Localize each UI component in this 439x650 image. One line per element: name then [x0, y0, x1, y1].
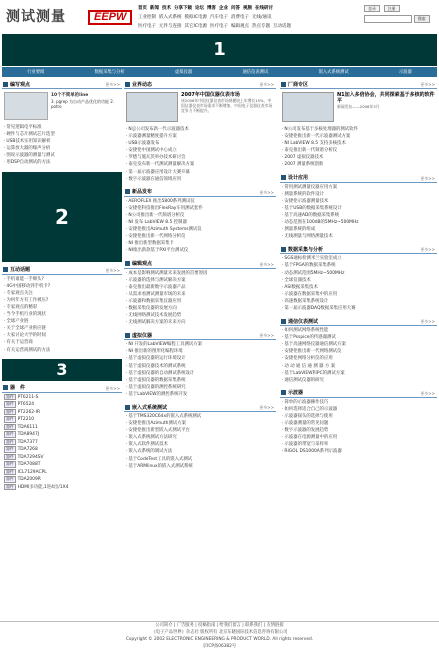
list-item[interactable]: · 基于ARMlinux的嵌入式测试系统 [126, 463, 274, 470]
nav-link[interactable]: 其它IC电源 [184, 24, 207, 29]
list-item[interactable]: · 无线网络测试技术发展趋势 [126, 312, 274, 319]
list-item[interactable]: · USB示波器发布 [126, 140, 274, 147]
footer-copyright-cn: 《电子产品世界》杂志社 版权所有 北京东晓国际技术信息咨询有限公司 [151, 630, 288, 635]
list-item[interactable]: · 动态测试范围5MHz~500MHz [282, 270, 435, 277]
list-item[interactable]: · 关于全球产业供应链 [4, 325, 120, 332]
list-item[interactable]: · 4G中国移动到手机卡? [4, 283, 120, 290]
login-button[interactable]: 登录 [364, 5, 380, 12]
products-section [124, 188, 276, 256]
list-item[interactable]: · 示波器测量的常见问题 [282, 420, 435, 427]
section-icon [125, 189, 130, 194]
focus-section [280, 80, 437, 170]
list-item[interactable]: · 手机谁能一手爆头? [4, 276, 120, 283]
more-link[interactable]: 更多>> [259, 82, 274, 87]
section-icon [281, 390, 286, 395]
nav-link[interactable]: 编辑观点 [230, 24, 249, 29]
category-link[interactable]: 行业要闻 [27, 70, 45, 75]
list-item[interactable]: · 泰克推出最新数字示波器产品 [126, 284, 274, 291]
more-link[interactable]: 更多>> [259, 189, 274, 195]
list-item[interactable]: · 安捷伦示波器测量技术 [282, 198, 435, 205]
list-item[interactable]: · 安捷伦推出Azimuth测试方案 [126, 420, 274, 427]
interact-title: 互动话题 [10, 267, 31, 274]
part-name[interactable]: PT2262-IR [17, 409, 41, 415]
nav-link[interactable]: 汽车电子 [209, 15, 228, 20]
products-list [124, 197, 276, 256]
more-link[interactable]: 更多>> [259, 333, 274, 339]
editor-section [2, 80, 122, 168]
list-item[interactable]: · 安捷伦推出Azimuth Systems测试仪 [126, 226, 274, 233]
focus-feature-image[interactable] [282, 92, 334, 122]
list-item[interactable]: · 用DSP自动测试的方法 [4, 159, 120, 166]
part-tag-icon: 器件 [6, 431, 14, 437]
products-title: 新品发布 [132, 189, 153, 196]
list-item[interactable]: · 安捷伦推出新型嵌入式测试平台 [126, 427, 274, 434]
focus-title: 厂商专区 [288, 81, 309, 88]
list-item[interactable]: · 如何测试网络系统性能 [282, 327, 435, 334]
ad-banner-2[interactable]: 2 [2, 172, 122, 262]
category-link[interactable]: 示波器 [398, 70, 412, 75]
list-item[interactable]: · 数字示波器的发展趋势 [282, 427, 435, 434]
search-button[interactable]: 搜索 [414, 15, 430, 23]
nav-link[interactable]: 医疗电子 [138, 24, 156, 29]
list-item[interactable]: · 基于高速网络仪器通信测试方案 [282, 341, 435, 348]
list-item[interactable]: · 安捷伦网络分析仪的应用 [282, 355, 435, 362]
part-tag-icon: 器件 [6, 416, 14, 422]
parts-title: 器 件 [10, 385, 26, 392]
part-tag-icon: 器件 [6, 468, 14, 474]
list-item[interactable]: · 示波器测量精度提升方案 [126, 133, 274, 140]
list-item[interactable]: · N总公司发布新一代示波器技术 [126, 126, 274, 133]
list-item[interactable]: · NI 发布 LabVIEW 8.5 控制器 [126, 219, 274, 226]
part-tag-icon: 器件 [6, 401, 14, 407]
middle-column [124, 80, 276, 475]
nav-link[interactable]: 新闻 [150, 6, 159, 11]
design-list [280, 183, 437, 242]
part-name[interactable]: TDA7294SV [17, 454, 44, 460]
list-item[interactable]: · NI 推出新的图形化编程环境 [126, 348, 274, 355]
footer-icp: 京ICP备06382号 [202, 644, 237, 649]
list-item[interactable]: · 示波器和数据采集仪器应用 [126, 298, 274, 305]
part-item[interactable] [4, 431, 120, 439]
part-tag-icon: 器件 [6, 461, 14, 467]
list-item[interactable]: · 安捷伦推出新一代示波器测试方案 [282, 133, 435, 140]
part-tag-icon: 器件 [6, 453, 14, 459]
part-tag-icon: 器件 [6, 446, 14, 452]
top-nav-row-3 [138, 22, 356, 31]
list-item[interactable]: · 从需求看测试测量市场的未来 [126, 291, 274, 298]
list-item[interactable]: · 第一届示波器应用设计大赛开幕 [126, 169, 274, 176]
scope-section [280, 389, 437, 457]
views-list [124, 269, 276, 328]
register-button[interactable]: 注册 [384, 5, 400, 12]
list-item[interactable]: · 嵌入式系统的调试方法 [126, 448, 274, 455]
header-tools [364, 5, 434, 23]
part-name[interactable]: TDA6111 [17, 424, 38, 430]
hot-section [124, 80, 276, 184]
part-name[interactable]: TDA7088T [17, 462, 41, 468]
list-item[interactable]: · 示波器在电源测量中的应用 [282, 434, 435, 441]
focus-feature-title[interactable]: N1加入多倍协会，共同探索基于多核的软件平 [337, 92, 435, 104]
focus-feature[interactable] [282, 92, 435, 122]
list-item[interactable]: · SGS通标检测米兰实验室成立 [282, 255, 435, 262]
hot-header [124, 80, 276, 89]
list-item[interactable]: · 基于虚拟仪器的自动测试系统设计 [126, 370, 274, 377]
list-item[interactable]: · ASI数据采集技术 [282, 284, 435, 291]
editor-list [2, 123, 122, 168]
part-item[interactable] [4, 476, 120, 484]
design-header [280, 174, 437, 183]
more-link[interactable]: 更多>> [420, 82, 435, 87]
list-item[interactable]: · 常用测试测量仪器应用方案 [282, 184, 435, 191]
nav-link[interactable]: 热点专题 [251, 24, 270, 29]
nav-link[interactable]: 工业控制 [138, 15, 156, 20]
network-header [280, 317, 437, 326]
list-item[interactable]: · 示波器探头的选择与使用 [282, 413, 435, 420]
part-item[interactable] [4, 401, 120, 409]
list-item[interactable]: · 示波器的选择与测试解决方案 [126, 277, 274, 284]
part-item[interactable] [4, 461, 120, 469]
interact-section [2, 266, 122, 355]
list-item[interactable]: · 嵌入式软件测试技术 [126, 441, 274, 448]
hot-list [124, 125, 276, 184]
nav-link[interactable]: 首页 [138, 6, 147, 11]
hot-feature-desc: 该2006年中国仪器仪表市场规模较上年增长15%，中国仪器仪表市场需求不断增加，中国电子仪器仪表市场竞争力不断提升。 [181, 98, 273, 113]
part-name[interactable]: PT6524 [17, 402, 35, 408]
nav-link[interactable]: 互动话题 [272, 24, 291, 29]
daq-header [280, 245, 437, 254]
list-item[interactable]: · USB技术实用知识解析 [4, 138, 120, 145]
editor-feature[interactable] [4, 92, 120, 120]
search-input[interactable] [364, 15, 412, 23]
views-section [124, 260, 276, 328]
list-item[interactable]: · 基于虚拟仪器的运行环境设计 [126, 355, 274, 362]
scope-title: 示波器 [288, 390, 304, 397]
virtual-list [124, 340, 276, 399]
list-item[interactable]: · 安捷伦中国测试中心成立 [126, 147, 274, 154]
more-link[interactable]: 更多>> [420, 247, 435, 253]
list-item[interactable]: · 全球仪器技术 [282, 277, 435, 284]
nav-link[interactable]: 企业 [219, 6, 228, 11]
list-item[interactable]: · 泰克发布新一代测试测量解决方案 [126, 161, 274, 168]
category-link[interactable]: 嵌入式系统测试 [318, 70, 349, 75]
section-icon [3, 267, 8, 272]
virtual-title: 虚拟仪器 [132, 332, 153, 339]
part-name[interactable]: PT6211-S [17, 394, 39, 400]
list-item[interactable]: · N公司推出新一代频谱分析仪 [126, 212, 274, 219]
part-item[interactable] [4, 409, 120, 417]
virtual-section [124, 331, 276, 399]
nav-link[interactable]: 模拟IC电源 [184, 15, 207, 20]
part-item[interactable] [4, 484, 120, 492]
list-item[interactable]: · 无线测量与网络测量技术 [282, 233, 435, 240]
section-icon [281, 175, 286, 180]
top-nav [138, 4, 356, 31]
part-tag-icon: 器件 [6, 408, 14, 414]
section-icon [3, 385, 8, 390]
interact-list [2, 275, 122, 355]
part-tag-icon: 器件 [6, 476, 14, 482]
list-item[interactable]: · 硬件与芯片测试芯片选型 [4, 131, 120, 138]
section-icon [281, 247, 286, 252]
part-tag-icon: 器件 [6, 423, 14, 429]
part-item[interactable] [4, 394, 120, 402]
list-item[interactable]: · 基于TMS320C64x的嵌入式系统测试 [126, 413, 274, 420]
network-title: 通信仪表测试 [288, 318, 319, 325]
right-column [280, 80, 437, 461]
category-bar [2, 67, 437, 77]
list-item[interactable]: · 第一届示波器DAQ数据采集应用大赛 [282, 305, 435, 312]
hot-feature-image[interactable] [126, 92, 178, 122]
list-item[interactable]: · 数据采集仪器的发展方向 [126, 305, 274, 312]
list-item[interactable]: · 安捷伦推出新一代网络测试仪 [282, 348, 435, 355]
list-item[interactable]: · 泰克推出新一代频谱分析仪 [282, 147, 435, 154]
nav-link[interactable]: 医疗电子 [209, 24, 228, 29]
part-tag-icon: 器件 [6, 438, 14, 444]
list-item[interactable]: · NI LabVIEW 8.5 支持多核技术 [282, 140, 435, 147]
left-column [2, 80, 122, 496]
ad-banner-3[interactable]: 3 [2, 359, 122, 381]
design-title: 设计应用 [288, 175, 309, 182]
list-item[interactable]: · 常见逻辑电平标准 [4, 124, 120, 131]
list-item[interactable]: · 当今手机行业的现状 [4, 311, 120, 318]
embedded-section [124, 403, 276, 471]
more-link[interactable]: 更多>> [105, 267, 120, 273]
more-link[interactable]: 更多>> [420, 319, 435, 325]
embedded-header [124, 403, 276, 412]
section-icon [125, 261, 130, 266]
section-icon [125, 405, 130, 410]
list-item[interactable]: · 基于USB的数据采集系统设计 [282, 205, 435, 212]
products-header [124, 188, 276, 197]
site-header [0, 0, 439, 34]
part-tag-icon: 器件 [6, 483, 14, 489]
list-item[interactable]: · 基于虚拟仪器技术的测试系统 [126, 363, 274, 370]
list-item[interactable]: · 全球产业链 [4, 318, 120, 325]
list-item[interactable]: · 示波器在数据采集中的应用 [282, 291, 435, 298]
part-name[interactable]: ICL7129ACPL [17, 469, 47, 475]
nav-link[interactable]: 视频 [243, 6, 252, 11]
list-item[interactable]: · 测量系统的组成 [282, 226, 435, 233]
editor-title: 编写观点 [10, 81, 31, 88]
list-item[interactable]: · 专家观点关注 [4, 290, 120, 297]
nav-link[interactable]: 问答 [231, 6, 240, 11]
hot-title: 业界动态 [132, 81, 153, 88]
more-link[interactable]: 更多>> [420, 390, 435, 396]
nav-link[interactable]: 无线/通讯 [251, 15, 272, 20]
more-link[interactable]: 更多>> [259, 405, 274, 410]
embedded-title: 嵌入式系统测试 [132, 404, 168, 411]
parts-list [2, 393, 122, 493]
part-name[interactable]: HDMI多功能,1进4出/1X4 [17, 484, 69, 490]
list-item[interactable]: · 嵌入式系统测试方法研究 [126, 434, 274, 441]
list-item[interactable]: · 基于LabVIEW的测控系统开发 [126, 391, 274, 398]
part-item[interactable] [4, 446, 120, 454]
list-item[interactable]: · 基于FPGA的数据采集系统 [282, 262, 435, 269]
section-icon [125, 82, 130, 87]
list-item[interactable]: · 示波器的带宽与采样率 [282, 441, 435, 448]
list-item[interactable]: · 专家观点的精彩 [4, 304, 120, 311]
nav-link[interactable]: 分享下载 [174, 6, 192, 11]
list-item[interactable]: · 通信测试仪器的研究 [282, 377, 435, 384]
footer-links[interactable]: 公司简介 | 广告服务 | 投稿指南 | 给我们留言 | 联系我们 | 友情链接 [155, 623, 284, 628]
daq-section [280, 245, 437, 313]
design-section [280, 174, 437, 242]
part-tag-icon: 器件 [6, 393, 14, 399]
nav-link[interactable]: 元件与连接 [159, 24, 182, 29]
footer-copyright: Copyright © 2002 ELECTRONIC ENGINEERING & PRODUCT WORLD. All rights reserved. [125, 637, 314, 642]
part-item[interactable] [4, 439, 120, 447]
list-item[interactable]: · 有关运营商测试的方法 [4, 347, 120, 354]
list-item[interactable]: · 动 动 通 信 通 测 器 方 案 [282, 363, 435, 370]
eepw-logo[interactable]: EEPW [88, 10, 132, 25]
hot-feature[interactable] [126, 92, 274, 122]
section-icon [281, 319, 286, 324]
list-item[interactable]: · RIGOL DS1000A系列示波器 [282, 448, 435, 455]
list-item[interactable]: · 数字示波器在通信领域应用 [126, 176, 274, 183]
parts-header [2, 384, 122, 393]
category-link[interactable]: 通信仪表测试 [242, 70, 269, 75]
category-link[interactable]: 数据采集与分析 [94, 70, 125, 75]
scope-list [280, 398, 437, 457]
list-item[interactable]: · 为何年方有工作被压? [4, 297, 120, 304]
focus-header [280, 80, 437, 89]
top-nav-row-2 [138, 13, 356, 22]
list-item[interactable]: · 基于虚拟仪器的数据采集系统 [126, 377, 274, 384]
list-item[interactable]: · 基于CodeTest工具的嵌入式测试 [126, 456, 274, 463]
views-header [124, 260, 276, 269]
list-item[interactable]: · 如何选择适合自己的示波器 [282, 406, 435, 413]
part-item[interactable] [4, 416, 120, 424]
nav-link[interactable]: 在线研讨 [255, 6, 273, 11]
daq-title: 数据采集与分析 [288, 246, 324, 253]
part-item[interactable] [4, 424, 120, 432]
more-link[interactable]: 更多>> [259, 261, 274, 267]
list-item[interactable]: · 简单的示波器操作技巧 [282, 399, 435, 406]
scope-header [280, 389, 437, 398]
nav-link[interactable]: 论坛 [195, 6, 204, 11]
list-item[interactable]: · 基于高速AD的数据采集系统 [282, 212, 435, 219]
section-icon [281, 82, 286, 87]
list-item[interactable]: · N公司发布基于多核处理器的测试软件 [282, 126, 435, 133]
site-logo[interactable]: 测试测量 [6, 9, 66, 25]
nav-link[interactable]: 嵌入式系统 [159, 15, 182, 20]
focus-list [280, 125, 437, 170]
list-item[interactable]: · 测量系统的软件设计 [282, 191, 435, 198]
network-section [280, 317, 437, 385]
parts-section [2, 384, 122, 493]
list-item[interactable]: · NI推出新款基于PXI平台测试仪 [126, 247, 274, 254]
list-item[interactable]: · 安捷伦推出新一代网络分析仪 [126, 233, 274, 240]
daq-list [280, 254, 437, 313]
list-item[interactable]: · NI 开发的LabVIEW编程工具测试方案 [126, 341, 274, 348]
list-item[interactable]: · 安捷伦科技推出FlexRay车用测试套件 [126, 205, 274, 212]
part-item[interactable] [4, 454, 120, 462]
list-item[interactable]: · 基于LabVIEW和PC的测试方案 [282, 370, 435, 377]
nav-link[interactable]: 博客 [207, 6, 216, 11]
interact-header [2, 266, 122, 275]
part-item[interactable] [4, 469, 120, 477]
list-item[interactable]: · NI 推出新型数据采集卡 [126, 240, 274, 247]
list-item[interactable]: · 运算放大器的噪声分析 [4, 145, 120, 152]
editor-feature-image[interactable] [4, 92, 48, 120]
list-item[interactable]: · AEROFLEX 推出5800系列测试仪 [126, 198, 274, 205]
section-icon [125, 333, 130, 338]
list-item[interactable]: · 罗德与施瓦茨举办技术研讨会 [126, 154, 274, 161]
more-link[interactable]: 更多>> [105, 385, 120, 391]
part-name[interactable]: TDA7268 [17, 447, 38, 453]
part-name[interactable]: TDA8947J [17, 432, 40, 438]
virtual-header [124, 331, 276, 340]
list-item[interactable]: · 动态范围在100dB的5MHz~500MHz [282, 219, 435, 226]
editor-feature-title[interactable]: 10个不简单的line [51, 93, 89, 98]
list-item[interactable]: · 成本是影响测试测量未来发展的首要原因 [126, 270, 274, 277]
list-item[interactable]: · 2007 虚拟仪器技术 [282, 154, 435, 161]
views-title: 编辑观点 [132, 261, 153, 267]
part-name[interactable]: TDA7377 [17, 439, 38, 445]
editor-header [2, 80, 122, 89]
list-item[interactable]: · 大家讨论大学的时间 [4, 332, 120, 339]
list-item[interactable]: · 基于Psspice的传感器测试 [282, 334, 435, 341]
top-banner[interactable]: 1 [2, 34, 437, 66]
editor-feature-desc: 3. pgrep 为自动产品优化的功能 2. potro [51, 98, 115, 109]
more-link[interactable]: 更多>> [105, 82, 120, 87]
top-nav-row-main [138, 4, 356, 13]
nav-link[interactable]: 消费电子 [230, 15, 249, 20]
category-link[interactable]: 虚拟仪器 [175, 70, 193, 75]
list-item[interactable]: · 2007 测量系统创新 [282, 161, 435, 168]
more-link[interactable]: 更多>> [420, 175, 435, 181]
list-item[interactable]: · 有关于运营商 [4, 339, 120, 346]
embedded-list [124, 412, 276, 471]
list-item[interactable]: · 图说示波器的测量与测试 [4, 152, 120, 159]
focus-feature-date: 新闻发布——2008年3月 [337, 104, 380, 109]
nav-link[interactable]: 技术 [162, 6, 171, 11]
list-item[interactable]: · 高速数据采集系统设计 [282, 298, 435, 305]
site-footer [0, 621, 439, 650]
part-name[interactable]: PT2210 [17, 417, 35, 423]
list-item[interactable]: · 基于虚拟仪器的测控系统研究 [126, 384, 274, 391]
network-list [280, 326, 437, 385]
part-name[interactable]: TDA2009R [17, 477, 41, 483]
list-item[interactable]: · 无线测试解决方案的未来方向 [126, 319, 274, 326]
section-icon [3, 82, 8, 87]
hot-feature-title[interactable]: 2007年中国仪器仪表市场 [181, 92, 240, 98]
